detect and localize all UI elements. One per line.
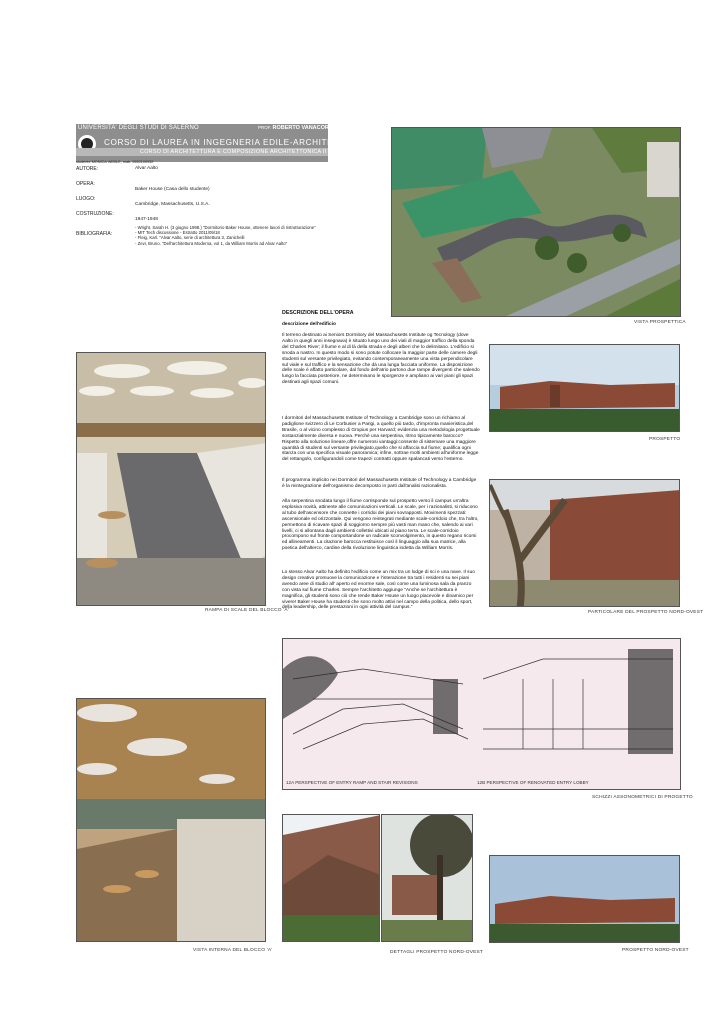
particolare-photo [489,479,680,607]
caption-vista-prospettica: VISTA PROSPETTICA [634,320,686,325]
professor: PROF. ROBERTO VANACORE [258,125,333,131]
course-subtitle: CORSO DI ARCHITETTURA E COMPOSIZIONE ARCHITETTONICA II [140,149,327,155]
prospetto-photo [489,344,680,432]
caption-schizzi: SCHIZZI ASSONOMETRICI DI PROGETTO [592,795,693,800]
info-label-opera: OPERA: [76,181,95,187]
caption-particolare: PARTICOLARE DEL PROSPETTO NORD-OVEST [588,610,704,615]
description-title: DESCRIZIONE DELL'OPERA [282,310,354,316]
course-title: CORSO DI LAUREA IN INGEGNERIA EDILE-ARCHITETTURA [104,138,364,147]
sketch-label-12a: 12A PERSPECTIVE OF ENTRY RAMP AND STAIR REVISIONS [286,780,418,785]
caption-dettagli: DETTAGLI PROSPETTO NORD-OVEST [390,950,484,955]
dettagli-photo-1 [282,814,380,942]
aerial-photo [391,127,681,317]
info-label-autore: AUTORE: [76,166,99,172]
caption-prospetto-nord-ovest: PROSPETTO NORD-OVEST [622,948,689,953]
student-info: studente MONICA VASILE, matr. 0650100932 [76,160,154,164]
university-name: UNIVERSITA' DEGLI STUDI DI SALERNO [78,125,199,131]
description-paragraph-4: Alla serpentina snodata lungo il fiume corrisponde sul prospetto verso il campus un'altra esplosiva novità, attinente alle comunicazioni verticali. Le scale, per i razionalisti, si riducono al tubo dell'ascensore che connette i corridoi dei piani sovrapposti. Movimenti spezzati: ascensionale ed orizzontale. Qui vengono reintegrati mediante scale-corridoio che, tra l'altro, permettono di ricavare spazi di soggiorno sempre più vasti man mano che, salendo ai vari livelli, ci si allontana dagli ambienti collettivi ubicati al piano terra. Le scale-corridoio procompono sul fronte comportandone un radicale sconvolgimento, in questo regano ricorsi ed allineamenti. La citazione barocca restituisce così il linguaggio alla sua matrice, alla poetica dell'alterco, cardine della rivoluzione linguistica indetta da William Morris. [282,499,479,552]
info-value-luogo: Cambridge, Massachusetts, U.S.A. [135,202,210,207]
sketch-label-12b: 12B PERSPECTIVE OF RENOVATED ENTRY LOBBY [477,780,589,785]
description-paragraph-1: Il terreno destinato ai Seniors Dormitory del Massachusetts Institute og Tecnology (dove Aalto in quegli anni insegnava) è situato lungo uno dei viali di maggior traffico della sponda del Charles River; il fiume e al di là della strada e degli alberi che lo delimitano. L'edificio si snoda a nastro. In questo modo si sono potute collocare la maggior parte delle camere degli studenti sul versante privilegiato, evitando contemporaneamente una vista perpendicolare sul viale e sul traffico e la sensazione che dà una lunga facciata uniforme. La disposizione delle scale è affatto particolare, dal fondo dell'atrio partono due rampe divergenti che salendo lungo la facciata posteriore, ne determinano le sporgenze e ampliano ai vari piani gli spazi destinati agli spazi comuni. [282,333,480,386]
caption-vista-interna: VISTA INTERNA DEL BLOCCO 'A' [193,948,273,953]
info-value-bibliografia: - Wright, Sarah H. (3 giugno 1998.) "Dormitorio Baker House, ottenere lavori di ristrutturazione" - MIT Tech discussione - Estratto 2011/09/18 - Fleig, Karl. "Alvar Aalto, serie di architettura 3, Zanichelli - Zevi, Bruno. "Dell'architettura Moderna, vol 1, da William Morris ad Alvar Aalto" [135,225,316,246]
prospetto-nord-ovest-photo [489,855,680,943]
caption-prospetto: PROSPETTO [649,437,681,442]
info-label-luogo: LUOGO: [76,196,96,202]
info-label-costruzione: COSTRUZIONE: [76,211,114,217]
description-subtitle: descrizione dell'edificio [282,322,336,327]
info-label-bibliografia: BIBLIOGRAFIA: [76,231,113,237]
info-value-autore: Alvar Aalto [135,166,158,171]
description-paragraph-2: I dormitori del Massachusetts Institute of Technology a Cambridge sono un richiamo al padiglione svizzero di Le Corbusier a Parigi, a quello più tardo, d'impronta manieristica,del Brasile, o al vicino complesso di Gropius per Harvard; evidenzia una metodologia progettuale sostanzialmente diversa e nuova. Perchè una serpentina, ritmo tipicamente barocco? Rispetto alla soluzione lineare,offre numerosi vantaggi:consente di sistemare una maggiore quantità di studenti sul versante privilegiato,quello che si affaccia sul fiume; qualifica ogni stanza con una specifica visuale panoramica; infine, sottrae molti ambienti all'uniforme legge del rettangolo, configurandoli come trapezi contratti oppure spalancati verso l'esterno. [282,416,480,463]
sketch-panel [282,638,681,790]
interior-photo [76,698,266,942]
info-value-opera: Baker House (Casa dello studente) [135,187,210,192]
description-paragraph-5: Lo stesso Alvar Aalto ha definito l'edificio come un mix tra un lodge di sci e una nave. Il suo design creativo promuove la comunicazione e l'interazione tra tutti i residenti su sei piani avendo aree di studio all' aperto ed enorme sale, così come una luminosa sala da pranzo con vista sul fiume Charles. Sempre l'architetto aggiunge "Anche se l'architettura è magnifica, gli studenti sono ciò che rende Baker House un luogo piacevole e dinamico per vivere! Baker House ha studenti che sono molto attivi nel campo della politica, dello sport, della leadership, delle prestazioni in ogni attività del campus." [282,570,475,611]
info-value-costruzione: 1947-1948 [135,217,158,222]
caption-rampa: RAMPA DI SCALE DEL BLOCCO 'A' [205,608,289,613]
description-paragraph-3: Il programma implicito nei Dormitori del Massachusetts Institute of Technology a Cambridge è la reintegrazione dell'organismo decomposto in parti dall'analisi razionalista. [282,478,477,489]
stair-ramp-photo [76,352,266,606]
dettagli-photo-2 [381,814,473,942]
